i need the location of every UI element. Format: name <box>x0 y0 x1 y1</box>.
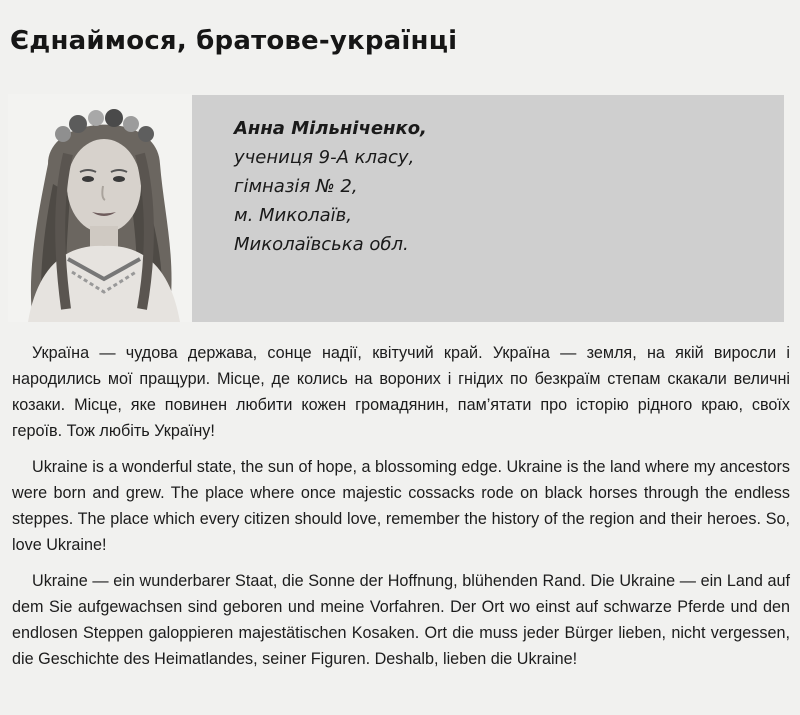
portrait-photo-icon <box>8 94 192 322</box>
author-city: м. Миколаїв, <box>234 205 353 226</box>
author-info <box>234 114 427 259</box>
article-body <box>12 340 790 682</box>
author-school: гімназія № 2, <box>234 176 358 197</box>
author-name: Анна Мільніченко, <box>234 118 427 139</box>
paragraph-ukrainian: Україна — чудова держава, сонце надії, квітучий край. Україна — земля, на якій виросли і народились мої пращури. Місце, де колись на вороних і гнідих по безкраїм степам скакали величні козаки. Місце, яке повинен любити кожен громадянин, пам’ятати про історію рідного краю, своїх героїв. Тож любіть Україну! <box>12 344 790 440</box>
paragraph-german: Ukraine — ein wunderbarer Staat, die Sonne der Hoffnung, blühenden Rand. Die Ukraine — ein Land auf dem Sie aufgewachsen sind geboren und meine Vorfahren. Der Ort wo einst auf schwarze Pferde und den endlosen Steppen galoppieren majestätischen Kosaken. Ort die muss jeder Bürger lieben, nicht vergessen, die Geschichte des Heimatlandes, seiner Figuren. Deshalb, lieben die Ukraine! <box>12 572 790 668</box>
page-title: Єднаймося, братове-українці <box>10 26 458 56</box>
author-region: Миколаївська обл. <box>234 234 409 255</box>
author-portrait <box>8 94 192 322</box>
paragraph-english: Ukraine is a wonderful state, the sun of hope, a blossoming edge. Ukraine is the land where my ancestors were born and grew. The place where once majestic cossacks rode on black horses through the endless steppes. The place which every citizen should love, remember the history of the region and their heroes. So, love Ukraine! <box>12 458 790 554</box>
author-class: учениця 9-А класу, <box>234 147 415 168</box>
